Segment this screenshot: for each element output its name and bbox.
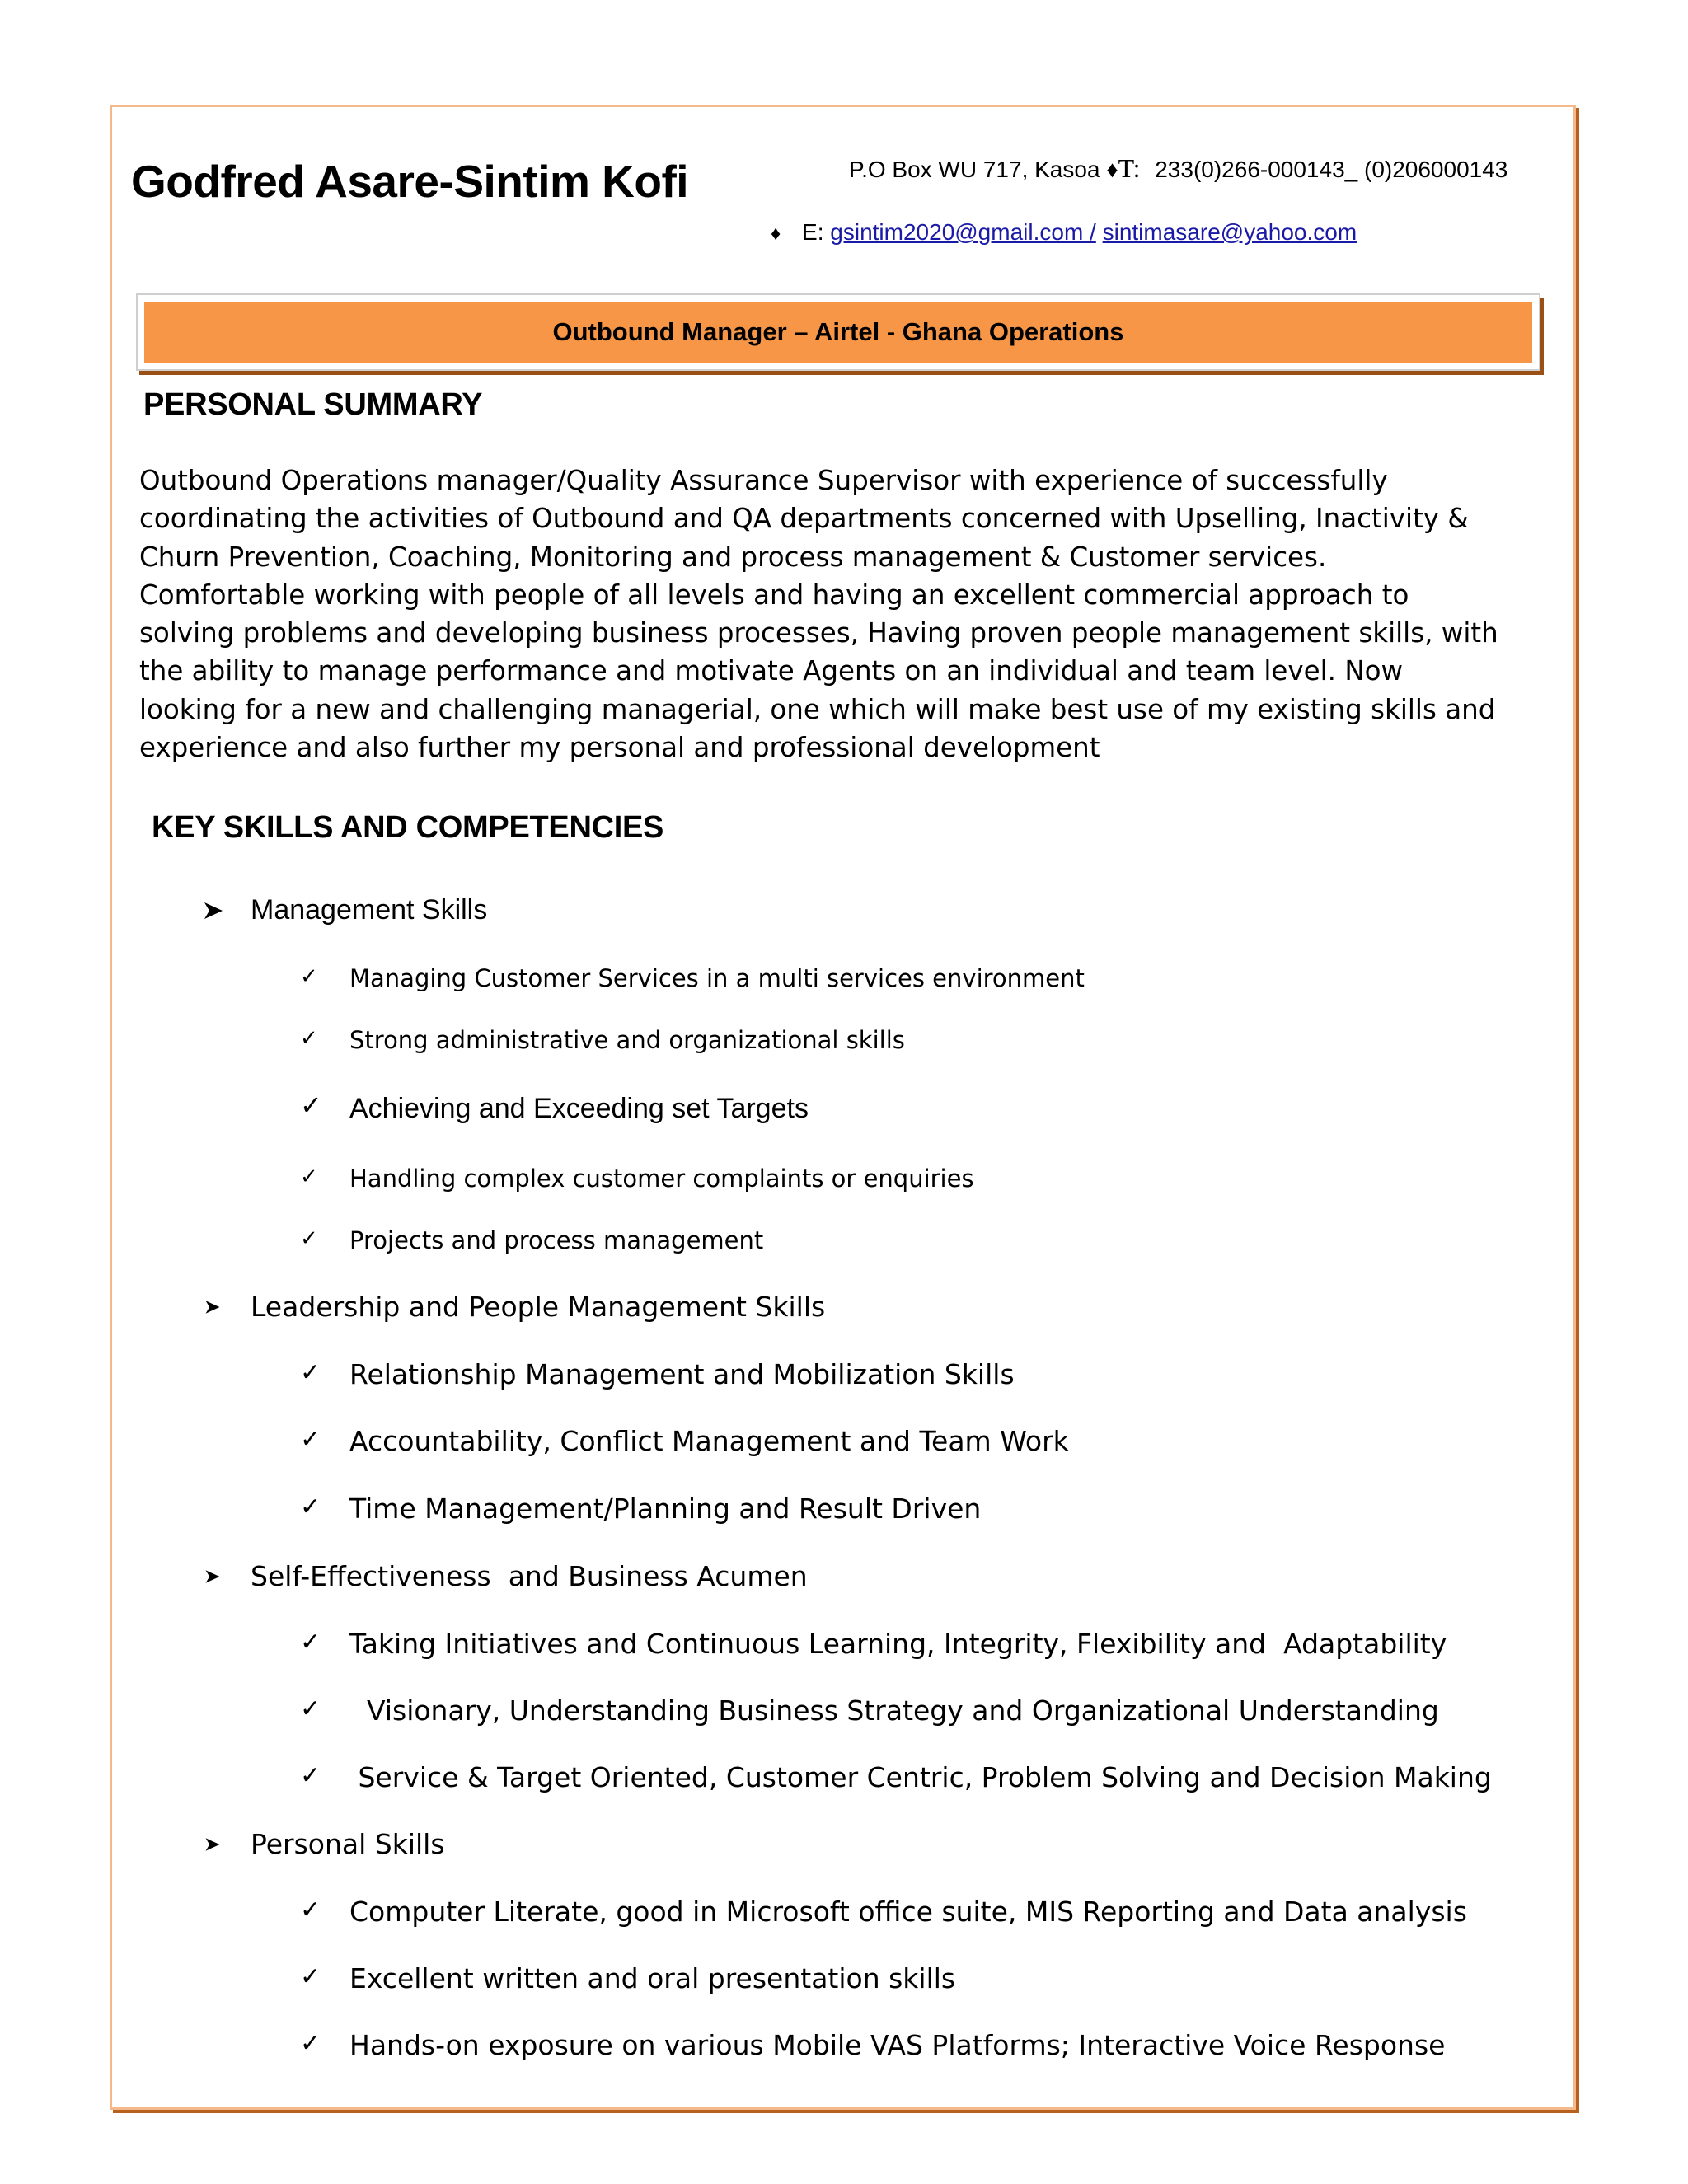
summary-line: coordinating the activities of Outbound and QA departments concerned with Upselling, Inactivity & bbox=[139, 503, 1469, 535]
summary-line: Outbound Operations manager/Quality Assurance Supervisor with experience of successfully bbox=[139, 465, 1388, 496]
summary-line: the ability to manage performance and motivate Agents on an individual and team level. Now bbox=[139, 655, 1404, 687]
skill-group-self-effectiveness bbox=[204, 1560, 808, 1592]
job-title: Outbound Manager – Airtel - Ghana Operations bbox=[144, 302, 1532, 363]
check-icon: ✓ bbox=[300, 1493, 321, 1521]
check-icon: ✓ bbox=[300, 1425, 321, 1454]
skill-item: Projects and process management bbox=[349, 1226, 764, 1254]
key-skills-heading: KEY SKILLS AND COMPETENCIES bbox=[152, 810, 664, 845]
summary-line: Comfortable working with people of all levels and having an excellent commercial approach to bbox=[139, 579, 1409, 611]
arrow-bullet-icon bbox=[204, 1836, 221, 1853]
check-icon: ✓ bbox=[300, 1358, 321, 1387]
skill-item: Accountability, Conflict Management and Team Work bbox=[349, 1425, 1069, 1457]
check-icon: ✓ bbox=[300, 1026, 318, 1051]
personal-summary-text bbox=[139, 462, 1540, 766]
check-icon: ✓ bbox=[300, 2029, 321, 2058]
skill-group-title: Personal Skills bbox=[251, 1828, 445, 1860]
check-icon: ✓ bbox=[300, 1694, 321, 1723]
email-link-gmail[interactable]: gsintim2020@gmail.com / bbox=[830, 219, 1096, 245]
skill-group-leadership bbox=[204, 1291, 825, 1323]
personal-summary-heading: PERSONAL SUMMARY bbox=[143, 387, 483, 422]
skill-item: Excellent written and oral presentation skills bbox=[349, 1962, 956, 1994]
diamond-bullet-icon: ♦ bbox=[771, 223, 781, 245]
contact-email bbox=[771, 219, 1357, 246]
summary-line: solving problems and developing business processes, Having proven people management skills, with bbox=[139, 617, 1498, 649]
skill-item: Managing Customer Services in a multi services environment bbox=[349, 964, 1085, 992]
skill-group-title: Management Skills bbox=[251, 894, 488, 926]
arrow-bullet-icon bbox=[203, 900, 224, 921]
arrow-bullet-icon bbox=[204, 1568, 221, 1585]
arrow-bullet-icon bbox=[204, 1299, 221, 1315]
email-label: E: bbox=[802, 219, 824, 245]
skill-item: Computer Literate, good in Microsoft office suite, MIS Reporting and Data analysis bbox=[349, 1896, 1467, 1928]
diamond-bullet-icon: ♦ bbox=[1106, 157, 1118, 182]
check-icon: ✓ bbox=[300, 1090, 322, 1121]
skill-group-management bbox=[203, 894, 487, 926]
job-title-banner bbox=[136, 293, 1540, 371]
candidate-name: Godfred Asare-Sintim Kofi bbox=[131, 156, 689, 207]
check-icon: ✓ bbox=[300, 1962, 321, 1991]
skill-item: Time Management/Planning and Result Driven bbox=[349, 1493, 982, 1525]
phone-label: T: bbox=[1118, 153, 1141, 183]
check-icon: ✓ bbox=[300, 964, 318, 989]
check-icon: ✓ bbox=[300, 1761, 321, 1790]
contact-address-phone bbox=[849, 153, 1507, 184]
skill-group-title: Leadership and People Management Skills bbox=[251, 1291, 826, 1323]
address: P.O Box WU 717, Kasoa bbox=[849, 157, 1100, 182]
skill-item: Hands-on exposure on various Mobile VAS Platforms; Interactive Voice Response bbox=[349, 2029, 1446, 2061]
check-icon: ✓ bbox=[300, 1165, 318, 1189]
skill-item: Strong administrative and organizational skills bbox=[349, 1026, 905, 1054]
skill-item: Visionary, Understanding Business Strategy and Organizational Understanding bbox=[349, 1694, 1439, 1727]
check-icon: ✓ bbox=[300, 1896, 321, 1924]
email-link-yahoo[interactable]: sintimasare@yahoo.com bbox=[1102, 219, 1357, 245]
summary-line: looking for a new and challenging managerial, one which will make best use of my existing skills and bbox=[139, 693, 1496, 725]
skill-group-title: Self-Effectiveness and Business Acumen bbox=[251, 1560, 808, 1592]
skill-group-personal bbox=[204, 1828, 445, 1860]
check-icon: ✓ bbox=[300, 1628, 321, 1657]
skill-item: Achieving and Exceeding set Targets bbox=[349, 1093, 809, 1124]
check-icon: ✓ bbox=[300, 1226, 318, 1251]
skill-item: Handling complex customer complaints or enquiries bbox=[349, 1165, 974, 1193]
summary-line: Churn Prevention, Coaching, Monitoring and process management & Customer services. bbox=[139, 541, 1327, 573]
skill-item: Taking Initiatives and Continuous Learning, Integrity, Flexibility and Adaptability bbox=[349, 1628, 1447, 1660]
phone-numbers: 233(0)266-000143_ (0)206000143 bbox=[1155, 157, 1508, 182]
summary-line: experience and also further my personal and professional development bbox=[139, 732, 1100, 764]
skill-item: Relationship Management and Mobilization Skills bbox=[349, 1358, 1015, 1390]
skill-item: Service & Target Oriented, Customer Centric, Problem Solving and Decision Making bbox=[349, 1761, 1492, 1793]
